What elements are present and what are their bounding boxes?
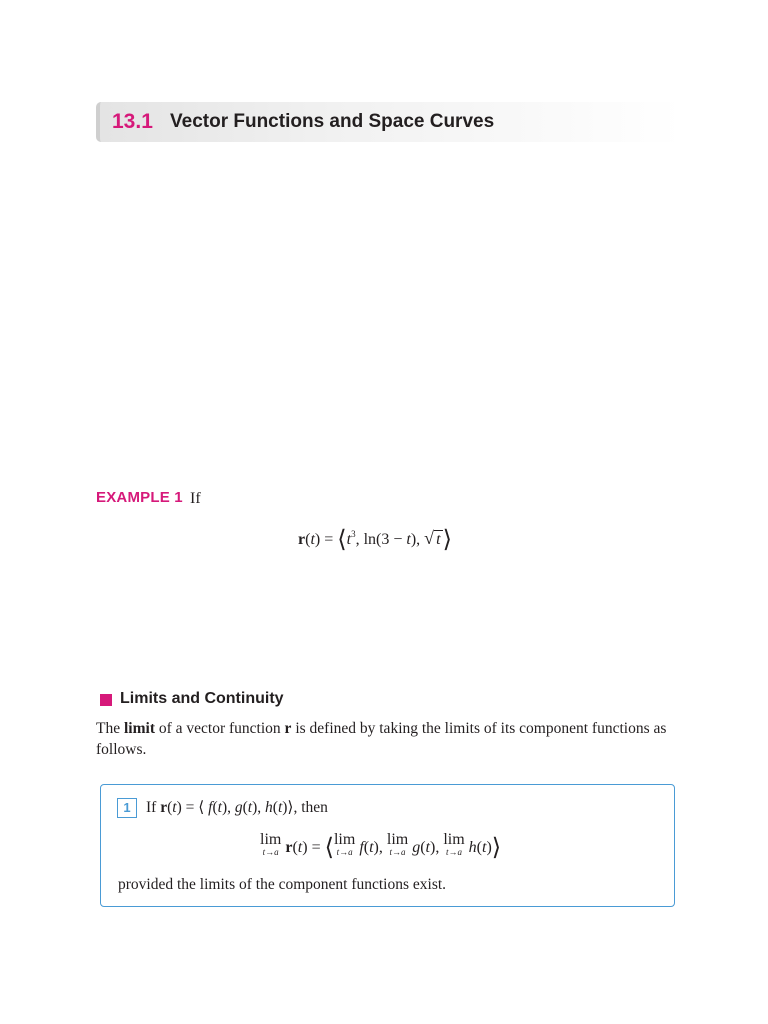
- definition-intro: If r(t) = ⟨ f(t), g(t), h(t)⟩, then: [146, 799, 328, 816]
- limit-paragraph: The limit of a vector function r is defined by taking the limits of its component functions as follows.: [96, 720, 667, 758]
- section-title: Vector Functions and Space Curves: [170, 111, 495, 132]
- vector-function-equation: $r(t) = ⟨t^3$, ln(3 − t), √ t⟩: [298, 527, 452, 553]
- definition-number: 1: [117, 798, 137, 818]
- definition-closing: provided the limits of the component functions exist.: [118, 876, 447, 893]
- limit-definition-equation: lim t→a r(t) = ⟨lim t→a f(t), lim t→a g(t), lim t→a h(t)⟩: [260, 831, 502, 861]
- term-limit: limit: [123, 720, 155, 737]
- section-bullet-square: [100, 694, 112, 706]
- subsection-title: Limits and Continuity: [120, 690, 284, 707]
- var-r: r: [284, 720, 292, 737]
- example-label: EXAMPLE 1: [96, 489, 183, 506]
- section-number: 13.1: [112, 110, 153, 133]
- example-intro: If: [190, 490, 201, 507]
